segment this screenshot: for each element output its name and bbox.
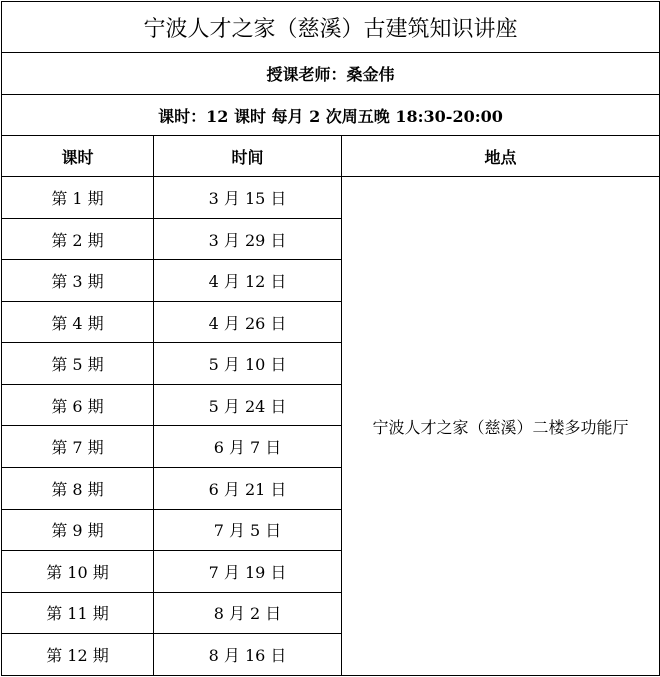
location-cell: 宁波人才之家（慈溪）二楼多功能厅	[342, 177, 660, 676]
lecture-schedule-table	[1, 1, 660, 676]
date-cell: 7 月 19 日	[154, 551, 342, 593]
hours-row	[2, 95, 660, 136]
column-header-row	[2, 136, 660, 177]
date-cell: 7 月 5 日	[154, 509, 342, 551]
session-cell: 第 7 期	[2, 426, 154, 468]
teacher-row	[2, 53, 660, 95]
header-session: 课时	[2, 136, 154, 177]
session-cell: 第 11 期	[2, 592, 154, 634]
teacher-info: 授课老师：桑金伟	[2, 53, 660, 95]
title-row	[2, 2, 660, 53]
date-cell: 5 月 10 日	[154, 343, 342, 385]
date-cell: 3 月 29 日	[154, 218, 342, 260]
date-cell: 6 月 7 日	[154, 426, 342, 468]
date-cell: 5 月 24 日	[154, 384, 342, 426]
session-cell: 第 6 期	[2, 384, 154, 426]
date-cell: 3 月 15 日	[154, 177, 342, 219]
date-cell: 6 月 21 日	[154, 468, 342, 510]
session-cell: 第 4 期	[2, 301, 154, 343]
session-cell: 第 8 期	[2, 468, 154, 510]
header-location: 地点	[342, 136, 660, 177]
date-cell: 4 月 12 日	[154, 260, 342, 302]
session-cell: 第 10 期	[2, 551, 154, 593]
session-cell: 第 12 期	[2, 634, 154, 676]
date-cell: 8 月 16 日	[154, 634, 342, 676]
header-time: 时间	[154, 136, 342, 177]
session-cell: 第 2 期	[2, 218, 154, 260]
session-cell: 第 5 期	[2, 343, 154, 385]
table-row	[2, 177, 660, 219]
session-cell: 第 3 期	[2, 260, 154, 302]
schedule-title: 宁波人才之家（慈溪）古建筑知识讲座	[2, 2, 660, 53]
date-cell: 8 月 2 日	[154, 592, 342, 634]
session-cell: 第 1 期	[2, 177, 154, 219]
date-cell: 4 月 26 日	[154, 301, 342, 343]
session-cell: 第 9 期	[2, 509, 154, 551]
hours-info: 课时：12 课时 每月 2 次周五晚 18:30-20:00	[2, 95, 660, 136]
